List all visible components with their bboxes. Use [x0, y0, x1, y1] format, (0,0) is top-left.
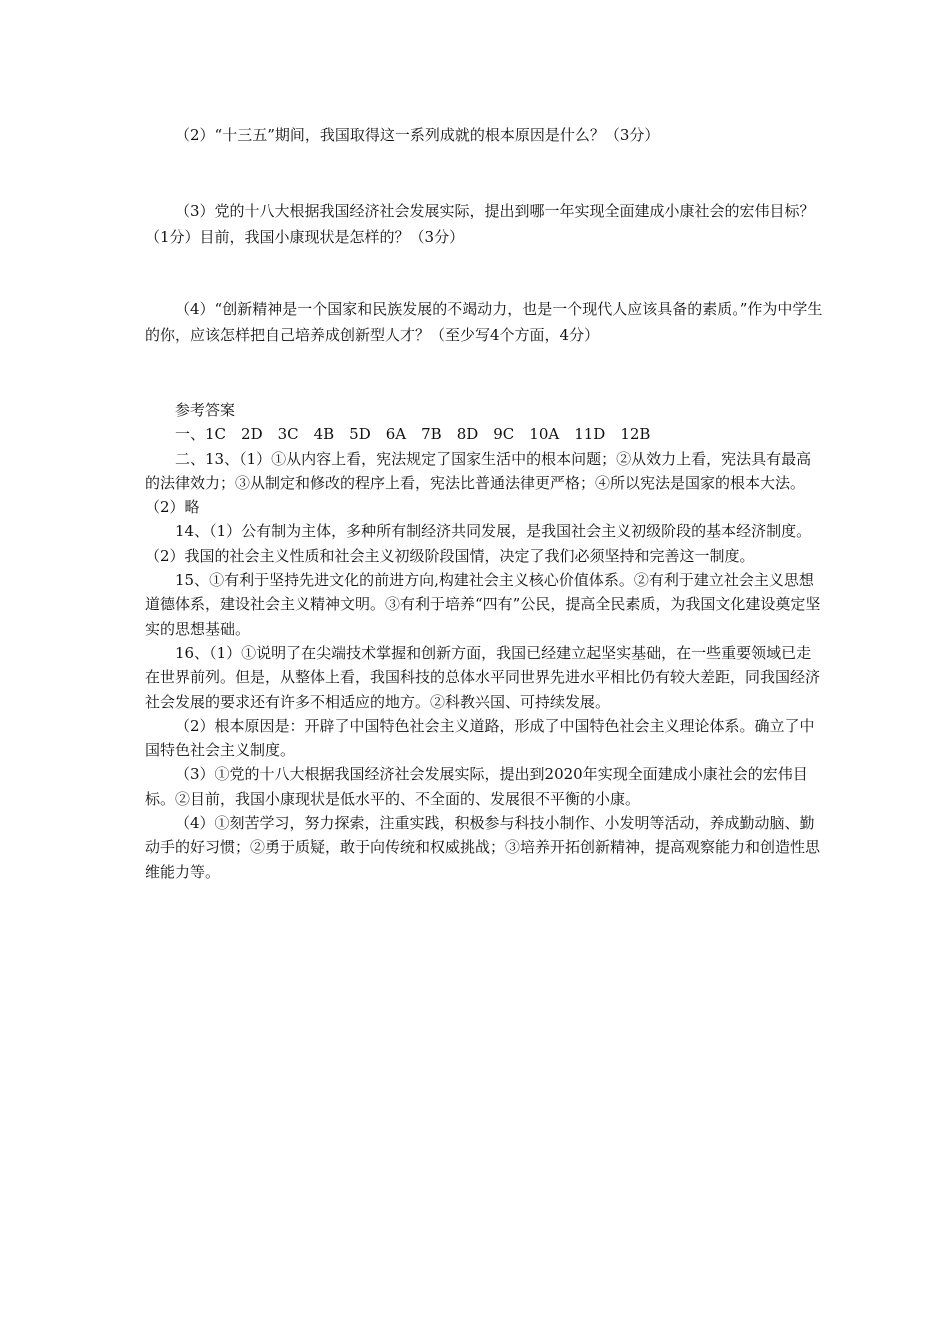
answer-key-heading: 参考答案: [175, 401, 236, 419]
question-2: （2）“十三五”期间，我国取得这一系列成就的根本原因是什么？（3分）: [175, 126, 660, 144]
question-4: （4）“创新精神是一个国家和民族发展的不竭动力，也是一个现代人应该具备的素质。”作为中学生的你，应该怎样把自己培养成创新型人才？（至少写4个方面，4分）: [145, 300, 823, 344]
answer-choice-line: 一、1C 2D 3C 4B 5D 6A 7B 8D 9C 10A 11D 12B: [175, 425, 651, 444]
answer-13: 二、13、（1）①从内容上看，宪法规定了国家生活中的根本问题；②从效力上看，宪法具有最高的法律效力；③从制定和修改的程序上看，宪法比普通法律更严格；④所以宪法是国家的根本大法。（2）略: [145, 449, 812, 517]
answer-16-4: （4）①刻苦学习，努力探索，注重实践，积极参与科技小制作、小发明等活动，养成勤动脑、勤动手的好习惯；②勇于质疑，敢于向传统和权威挑战；③培养开拓创新精神，提高观察能力和创造性思维能力等。: [145, 814, 821, 881]
question-3: （3）党的十八大根据我国经济社会发展实际，提出到哪一年实现全面建成小康社会的宏伟目标？（1分）目前，我国小康现状是怎样的？（3分）: [145, 202, 815, 246]
answer-14: 14、（1）公有制为主体，多种所有制经济共同发展，是我国社会主义初级阶段的基本经济制度。（2）我国的社会主义性质和社会主义初级阶段国情，决定了我们必须坚持和完善这一制度。: [145, 522, 812, 565]
answer-15: 15、①有利于坚持先进文化的前进方向,构建社会主义核心价值体系。②有利于建立社会主义思想道德体系，建设社会主义精神文明。③有利于培养“四有”公民，提高全民素质，为我国文化建设奠定坚实的思想基础。: [145, 571, 821, 638]
answer-16-2: （2）根本原因是：开辟了中国特色社会主义道路，形成了中国特色社会主义理论体系。确立了中国特色社会主义制度。: [145, 716, 815, 760]
answer-16-1: 16、（1）①说明了在尖端技术掌握和创新方面，我国已经建立起坚实基础，在一些重要领域已走在世界前列。但是，从整体上看，我国科技的总体水平同世界先进水平相比仍有较大差距，同我国经济社会发展的要求还有许多不相适应的地方。②科教兴国、可持续发展。: [145, 643, 821, 711]
answer-key: [145, 398, 825, 884]
answer-16-3: （3）①党的十八大根据我国经济社会发展实际，提出到2020年实现全面建成小康社会的宏伟目标。②目前，我国小康现状是低水平的、不全面的、发展很不平衡的小康。: [145, 765, 808, 808]
